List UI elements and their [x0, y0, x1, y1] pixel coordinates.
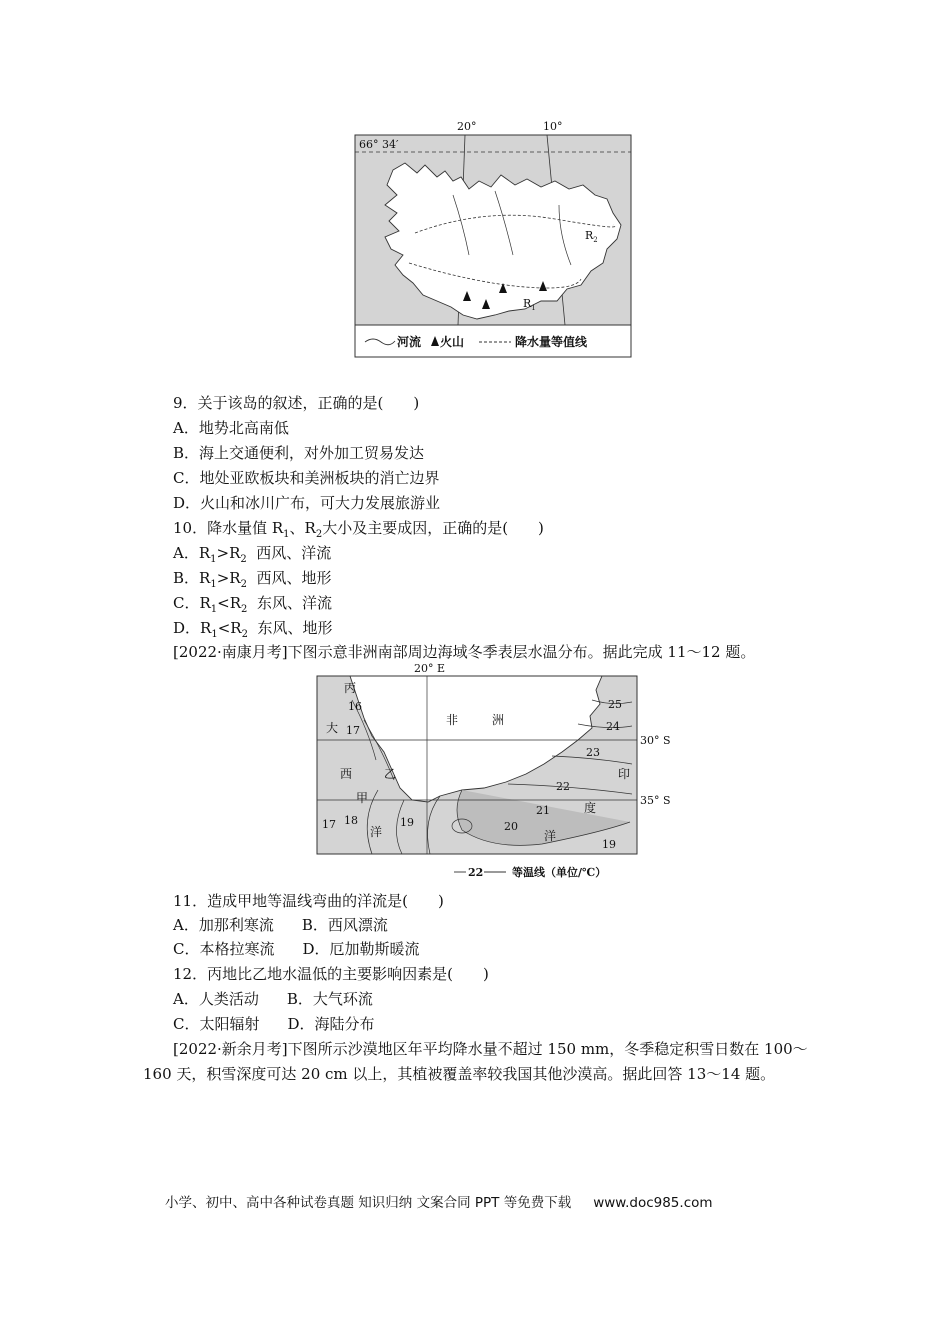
- q10-a-prefix: A．R: [173, 544, 211, 562]
- label-yang-east: 洋: [544, 829, 557, 843]
- lon-label-10: 10°: [543, 120, 563, 133]
- legend-volcano: 火山: [440, 335, 465, 349]
- isotherm-value: 17: [322, 818, 336, 831]
- label-xi: 西: [340, 767, 353, 781]
- label-r2-sub: 2: [593, 236, 598, 244]
- isotherm-value: 19: [400, 816, 414, 829]
- lat-label-arctic-circle: 66° 34′: [359, 138, 399, 151]
- q10-a-sub2: 2: [240, 554, 247, 565]
- lon-label-20: 20°: [457, 120, 477, 133]
- footer: [165, 1191, 713, 1211]
- q10-d-prefix: D．R: [173, 619, 212, 637]
- legend-isohyet: 降水量等值线: [515, 335, 588, 349]
- label-da: 大: [326, 721, 339, 735]
- q12-option-a[interactable]: A．人类活动: [173, 990, 259, 1008]
- q9-option-a[interactable]: A．地势北高南低: [173, 419, 289, 437]
- isotherm-value: 25: [608, 698, 622, 711]
- label-fei: 非: [446, 713, 459, 727]
- label-r1-sub: 1: [531, 304, 536, 312]
- q10-d-sub2: 2: [241, 629, 248, 640]
- q9-option-d[interactable]: D．火山和冰川广布，可大力发展旅游业: [173, 494, 441, 512]
- q10-c-sub2: 2: [241, 604, 248, 615]
- q10-b-sub2: 2: [240, 579, 247, 590]
- isotherm-value: 23: [586, 746, 600, 759]
- q10-d-rel: <R: [217, 619, 242, 637]
- label-zhou: 洲: [492, 713, 505, 727]
- intro-q13-14: [2022·新余月考]下图所示沙漠地区年平均降水量不超过 150 mm，冬季稳定积雪日数在 100～160 天，积雪深度可达 20 cm 以上，其植被覆盖率较我国其他沙漠高。据此回答 13～14 题。: [143, 1040, 808, 1083]
- q10-c-sub1: 1: [210, 604, 218, 615]
- q11-option-b[interactable]: B．西风漂流: [301, 916, 388, 934]
- isotherm-value: 17: [346, 724, 360, 737]
- q11-option-c[interactable]: C．本格拉寒流: [173, 940, 275, 958]
- q9-option-c[interactable]: C．地处亚欧板块和美洲板块的消亡边界: [173, 469, 440, 487]
- lat-label-30s: 30° S: [640, 734, 671, 747]
- isotherm-value: 21: [536, 804, 550, 817]
- isotherm-value: 20: [504, 820, 518, 833]
- q11-option-a[interactable]: A．加那利寒流: [173, 916, 274, 934]
- footer-text: 小学、初中、高中各种试卷真题 知识归纳 文案合同 PPT 等免费下载: [165, 1195, 572, 1211]
- legend-isotherm-text: 等温线（单位/℃）: [512, 866, 607, 879]
- q10-d-sub1: 1: [211, 629, 218, 640]
- legend-river: 河流: [397, 335, 422, 349]
- q10-c-prefix: C．R: [173, 594, 211, 612]
- q10-c-rel: <R: [217, 594, 242, 612]
- lat-label-35s: 35° S: [640, 794, 671, 807]
- q10-stem-mid: 、R: [289, 519, 316, 537]
- q10-stem-prefix: 10．降水量值 R: [173, 519, 284, 537]
- q10-c-rest: 东风、洋流: [247, 594, 332, 612]
- label-jia: 甲: [356, 791, 369, 805]
- q12-option-b[interactable]: B．大气环流: [286, 990, 373, 1008]
- intro-q11-12: [2022·南康月考]下图示意非洲南部周边海域冬季表层水温分布。据此完成 11～12 题。: [173, 643, 756, 661]
- label-yin: 印: [618, 767, 631, 781]
- q10-a-sub1: 1: [210, 554, 217, 565]
- q11-stem: 11．造成甲地等温线弯曲的洋流是( ): [173, 892, 444, 910]
- isotherm-value: 18: [344, 814, 358, 827]
- label-r2: R: [585, 229, 594, 242]
- legend-isotherm-value: 22: [468, 866, 484, 879]
- label-bing: 丙: [344, 681, 357, 695]
- label-yi: 乙: [384, 767, 397, 781]
- q12-option-c[interactable]: C．太阳辐射: [173, 1015, 260, 1033]
- q9-option-b[interactable]: B．海上交通便利，对外加工贸易发达: [173, 444, 425, 462]
- q12-option-d[interactable]: D．海陆分布: [287, 1015, 375, 1033]
- lon-label-20e: 20° E: [414, 662, 446, 675]
- q12-row-2: [173, 1013, 375, 1035]
- q12-row-1: [173, 988, 373, 1010]
- q10-a-rel: >R: [216, 544, 241, 562]
- q12-stem: 12．丙地比乙地水温低的主要影响因素是( ): [173, 965, 489, 983]
- footer-site-link[interactable]: www.doc985.com: [593, 1195, 713, 1211]
- q11-row-2: [173, 938, 420, 960]
- q10-b-rest: 西风、地形: [246, 569, 332, 587]
- q10-stem-sub1: 1: [283, 529, 290, 540]
- isotherm-value: 24: [606, 720, 620, 733]
- island-precipitation-map: [345, 115, 635, 365]
- q10-b-prefix: B．R: [173, 569, 211, 587]
- q10-b-rel: >R: [216, 569, 241, 587]
- label-du: 度: [584, 801, 597, 815]
- label-yang-west: 洋: [370, 825, 383, 839]
- q10-b-sub1: 1: [210, 579, 217, 590]
- q10-stem-sub2: 2: [315, 529, 323, 540]
- isotherm-value: 22: [556, 780, 570, 793]
- q11-row-1: [173, 914, 388, 936]
- q9-stem: 9．关于该岛的叙述，正确的是( ): [173, 394, 420, 412]
- q10-d-rest: 东风、地形: [247, 619, 333, 637]
- q11-option-d[interactable]: D．厄加勒斯暖流: [302, 940, 420, 958]
- sea-temperature-map: [312, 660, 672, 882]
- label-r1: R: [523, 297, 532, 310]
- isotherm-value: 19: [602, 838, 616, 851]
- q10-a-rest: 西风、洋流: [246, 544, 332, 562]
- q10-stem-suffix: 大小及主要成因，正确的是( ): [322, 519, 544, 537]
- isotherm-value: 16: [348, 700, 362, 713]
